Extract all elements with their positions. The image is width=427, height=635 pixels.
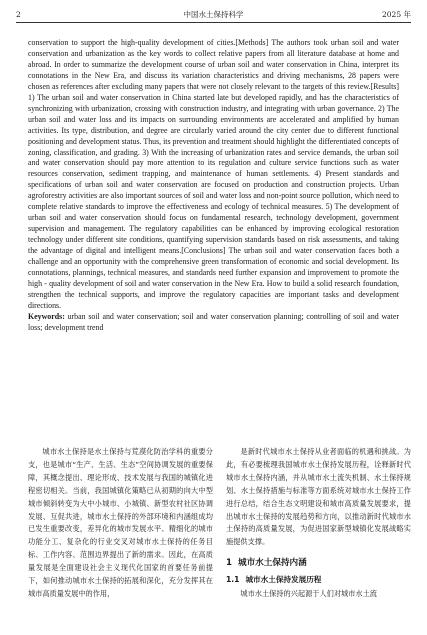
subsection-title: 城市水土保持发展历程	[245, 575, 322, 585]
subsection-paragraph: 城市水土保持的兴起源于人们对城市水土流	[240, 589, 377, 599]
intro-paragraph-continued: 是新时代城市水土保持从业者面临的机遇和挑战。为此，有必要梳理我国城市水土保持发展历程，诠释新时代城市水土保持内涵，并从城市水土流失机制、水土保持规划、水土保持措施与标准等方面系统对城市水土保持工作进行总结，结合生态文明建设和城市高质量发展要求，提出城市水土保持的发展趋势和方向，以推动新时代城市水土保持的高质量发展，为促进国家新型城镇化发展战略实施提供支撑。	[226, 447, 411, 547]
section-title: 城市水土保持内涵	[237, 558, 307, 569]
right-column	[226, 446, 411, 629]
journal-name: 中国水土保持科学	[183, 10, 244, 19]
running-header	[16, 8, 411, 23]
abstract-text: conservation to support the high-quality development of cities.[Methods] The authors took urban soil and water conservation and urbanization as the key words to collect relative papers from all literature database at home and abroad. In order to summarize the development course of urban soil and water conservation in China, interpret its connotations in the New Era, and discuss its variation characteristics and driving mechanisms, 28 papers were chosen as references after excluding many papers that were not closely relevant to the targets of this review.[Results] 1) The urban soil and water conservation in China started late but developed rapidly, and has the characteristics of synchronizing with urbanization, crossing with construction industry, and integrating with urban governance. 2) The urban soil and water loss and its impacts on surrounding environments are accelerated and amplified by human activities. Its type, distribution, and degree are circularly varied around the city center due to different functional positioning and development status. Thus, its prevention and treatment should highlight the differentiated concepts of zoning, classification, and grading. 3) With the increasing of urbanization rates and service demands, the urban soil and water conservation should pay more attention to its regulation and culture service functions such as water resources conservation, sediment trapping, and maintenance of human settlements. 4) Present standards and specifications of urban soil and water conservation are focused on production and construction projects. Urban agroforestry activities are also important sources of soil and water loss and non-point source pollution, which need to complete relative standards to improve the effectiveness and ecology of technical measures. 5) The development of urban soil and water conservation should focus on fundamental research, technology development, government supervision and management. The regulatory capabilities can be enhanced by improving ecological restoration technology under different site conditions, quantifying supervision standards based on risk assessments, and taking the advantage of digital and intelligent means.[Conclusions] The urban soil and water conservation faces both a challenge and an opportunity with the comprehensive green transformation of economic and social development. Its connotations, plannings, technical measures, and standards need further expansion and improvement to promote the high - quality development of soil and water conservation in the New Era. How to build a solid research foundation, strengthen the technical supports, and improve the regulatory capacities are important tasks and development directions.	[28, 38, 399, 310]
page-number: 2	[16, 10, 21, 19]
keywords-line	[28, 312, 399, 334]
section-number: 1	[226, 558, 232, 569]
left-column	[28, 446, 213, 629]
keywords-label: Keywords:	[28, 311, 65, 321]
english-abstract	[28, 38, 399, 334]
intro-paragraph: 城市水土保持是水土保持与荒漠化防治学科的重要分支，也是城市“生产、生活、生态”空间协调发展的重要保障，其概念提出、理论形成、技术发展与我国的城镇化进程密切相关。当前，我国城镇化策略已从初期的向大中型城市倾斜转变为大中小城市、小城镇、新型农村社区协调发展、互促共进，城市水土保持的外部环境和内涵组成均已发生重要改变，差异化的城市发展水平、精细化的城市功能分工、复杂化的行业交叉对城市水土保持的任务目标、工作内容、范围边界提出了新的需求。因此，在高质量发展是全面建设社会主义现代化国家的首要任务前提下，如何推动城市水土保持的拓展和深化，充分发挥其在城市高质量发展中的作用，	[28, 447, 213, 598]
body-columns	[28, 446, 411, 629]
subsection-number: 1.1	[226, 575, 240, 585]
subsection-heading	[226, 574, 411, 587]
publication-year: 2025 年	[382, 10, 411, 19]
section-heading	[226, 557, 411, 570]
keywords-text: urban soil and water conservation; soil and water conservation planning; controlling of soil and water loss; development trend	[28, 311, 399, 332]
